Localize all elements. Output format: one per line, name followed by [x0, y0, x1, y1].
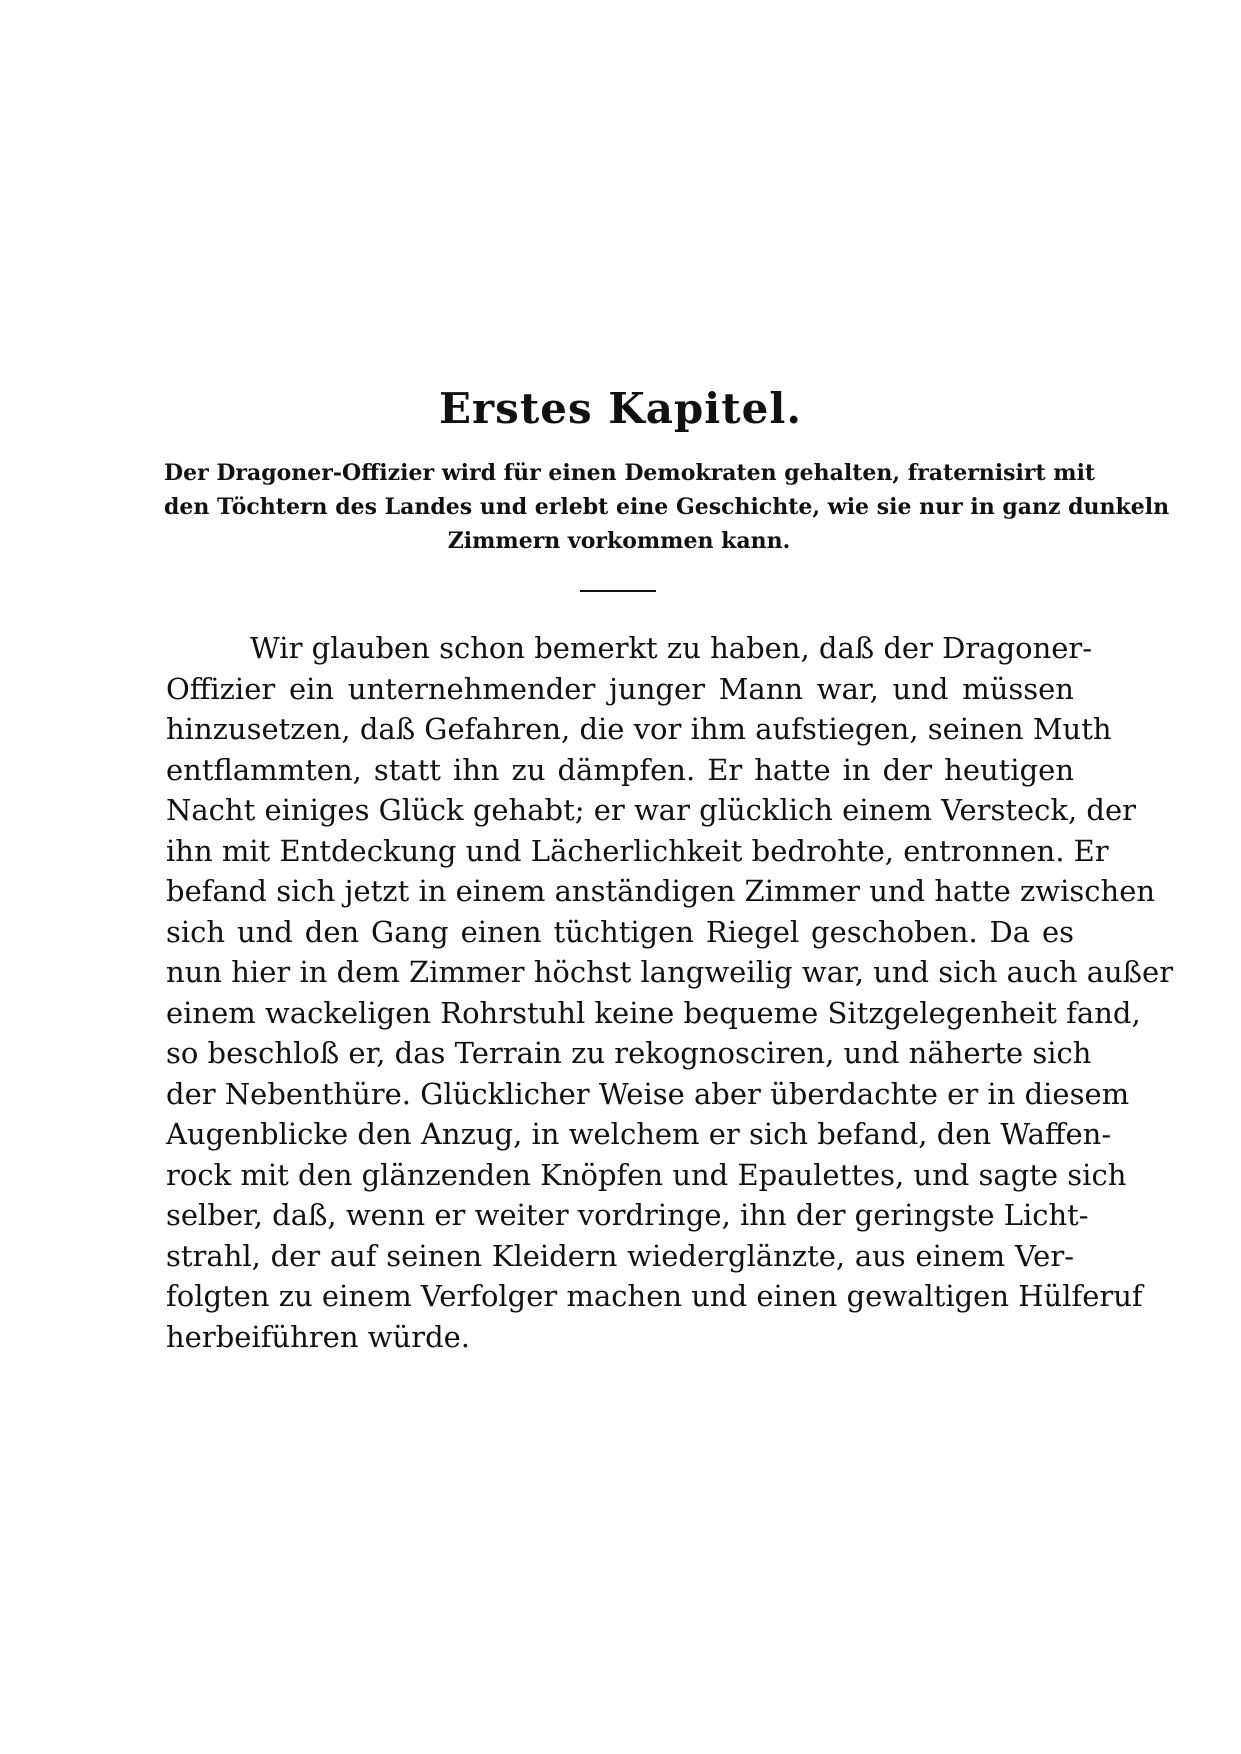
text-line: befand sich jetzt in einem anständigen Zimmer und hatte zwischen — [166, 874, 1156, 908]
text-line: herbeiführen würde. — [166, 1319, 471, 1354]
text-line: rock mit den glänzenden Knöpfen und Epaulettes, und sagte sich — [166, 1157, 1127, 1192]
chapter-summary — [164, 456, 1170, 558]
section-divider — [580, 590, 656, 592]
summary-line: Der Dragoner-Offizier wird für einen Demokraten gehalten, fraternisirt mit — [164, 460, 1096, 486]
summary-line: Zimmern vorkommen kann. — [447, 528, 791, 554]
summary-line: den Töchtern des Landes und erlebt eine Geschichte, wie sie nur in ganz dunkeln — [164, 494, 1170, 520]
text-line: ihn mit Entdeckung und Lächerlichkeit bedrohte, entronnen. Er — [166, 833, 1109, 868]
text-line: Wir glauben schon bemerkt zu haben, daß der Dragoner- — [250, 631, 1093, 665]
body-paragraph — [166, 628, 1174, 1357]
text-line: Augenblicke den Anzug, in welchem er sich befand, den Waffen- — [166, 1117, 1112, 1151]
text-line: folgten zu einem Verfolger machen und einen gewaltigen Hülferuf — [166, 1279, 1143, 1313]
text-line: so beschloß er, das Terrain zu rekognosciren, und näherte sich — [166, 1036, 1092, 1070]
text-line: einem wackeligen Rohrstuhl keine bequeme Sitzgelegenheit fand, — [166, 995, 1141, 1030]
text-line: sich und den Gang einen tüchtigen Riegel geschoben. Da es — [166, 914, 1074, 949]
text-line: Offizier ein unternehmender junger Mann war, und müssen — [166, 671, 1074, 706]
chapter-title: Erstes Kapitel. — [439, 384, 802, 433]
text-line: strahl, der auf seinen Kleidern wiederglänzte, aus einem Ver- — [166, 1238, 1074, 1273]
text-line: selber, daß, wenn er weiter vordringe, ihn der geringste Licht- — [166, 1198, 1089, 1232]
text-line: nun hier in dem Zimmer höchst langweilig war, und sich auch außer — [166, 955, 1174, 989]
text-line: hinzusetzen, daß Gefahren, die vor ihm aufstiegen, seinen Muth — [166, 712, 1112, 746]
text-line: Nacht einiges Glück gehabt; er war glücklich einem Versteck, der — [166, 793, 1137, 827]
text-line: entflammten, statt ihn zu dämpfen. Er hatte in der heutigen — [166, 752, 1074, 787]
text-line: der Nebenthüre. Glücklicher Weise aber überdachte er in diesem — [166, 1076, 1130, 1111]
